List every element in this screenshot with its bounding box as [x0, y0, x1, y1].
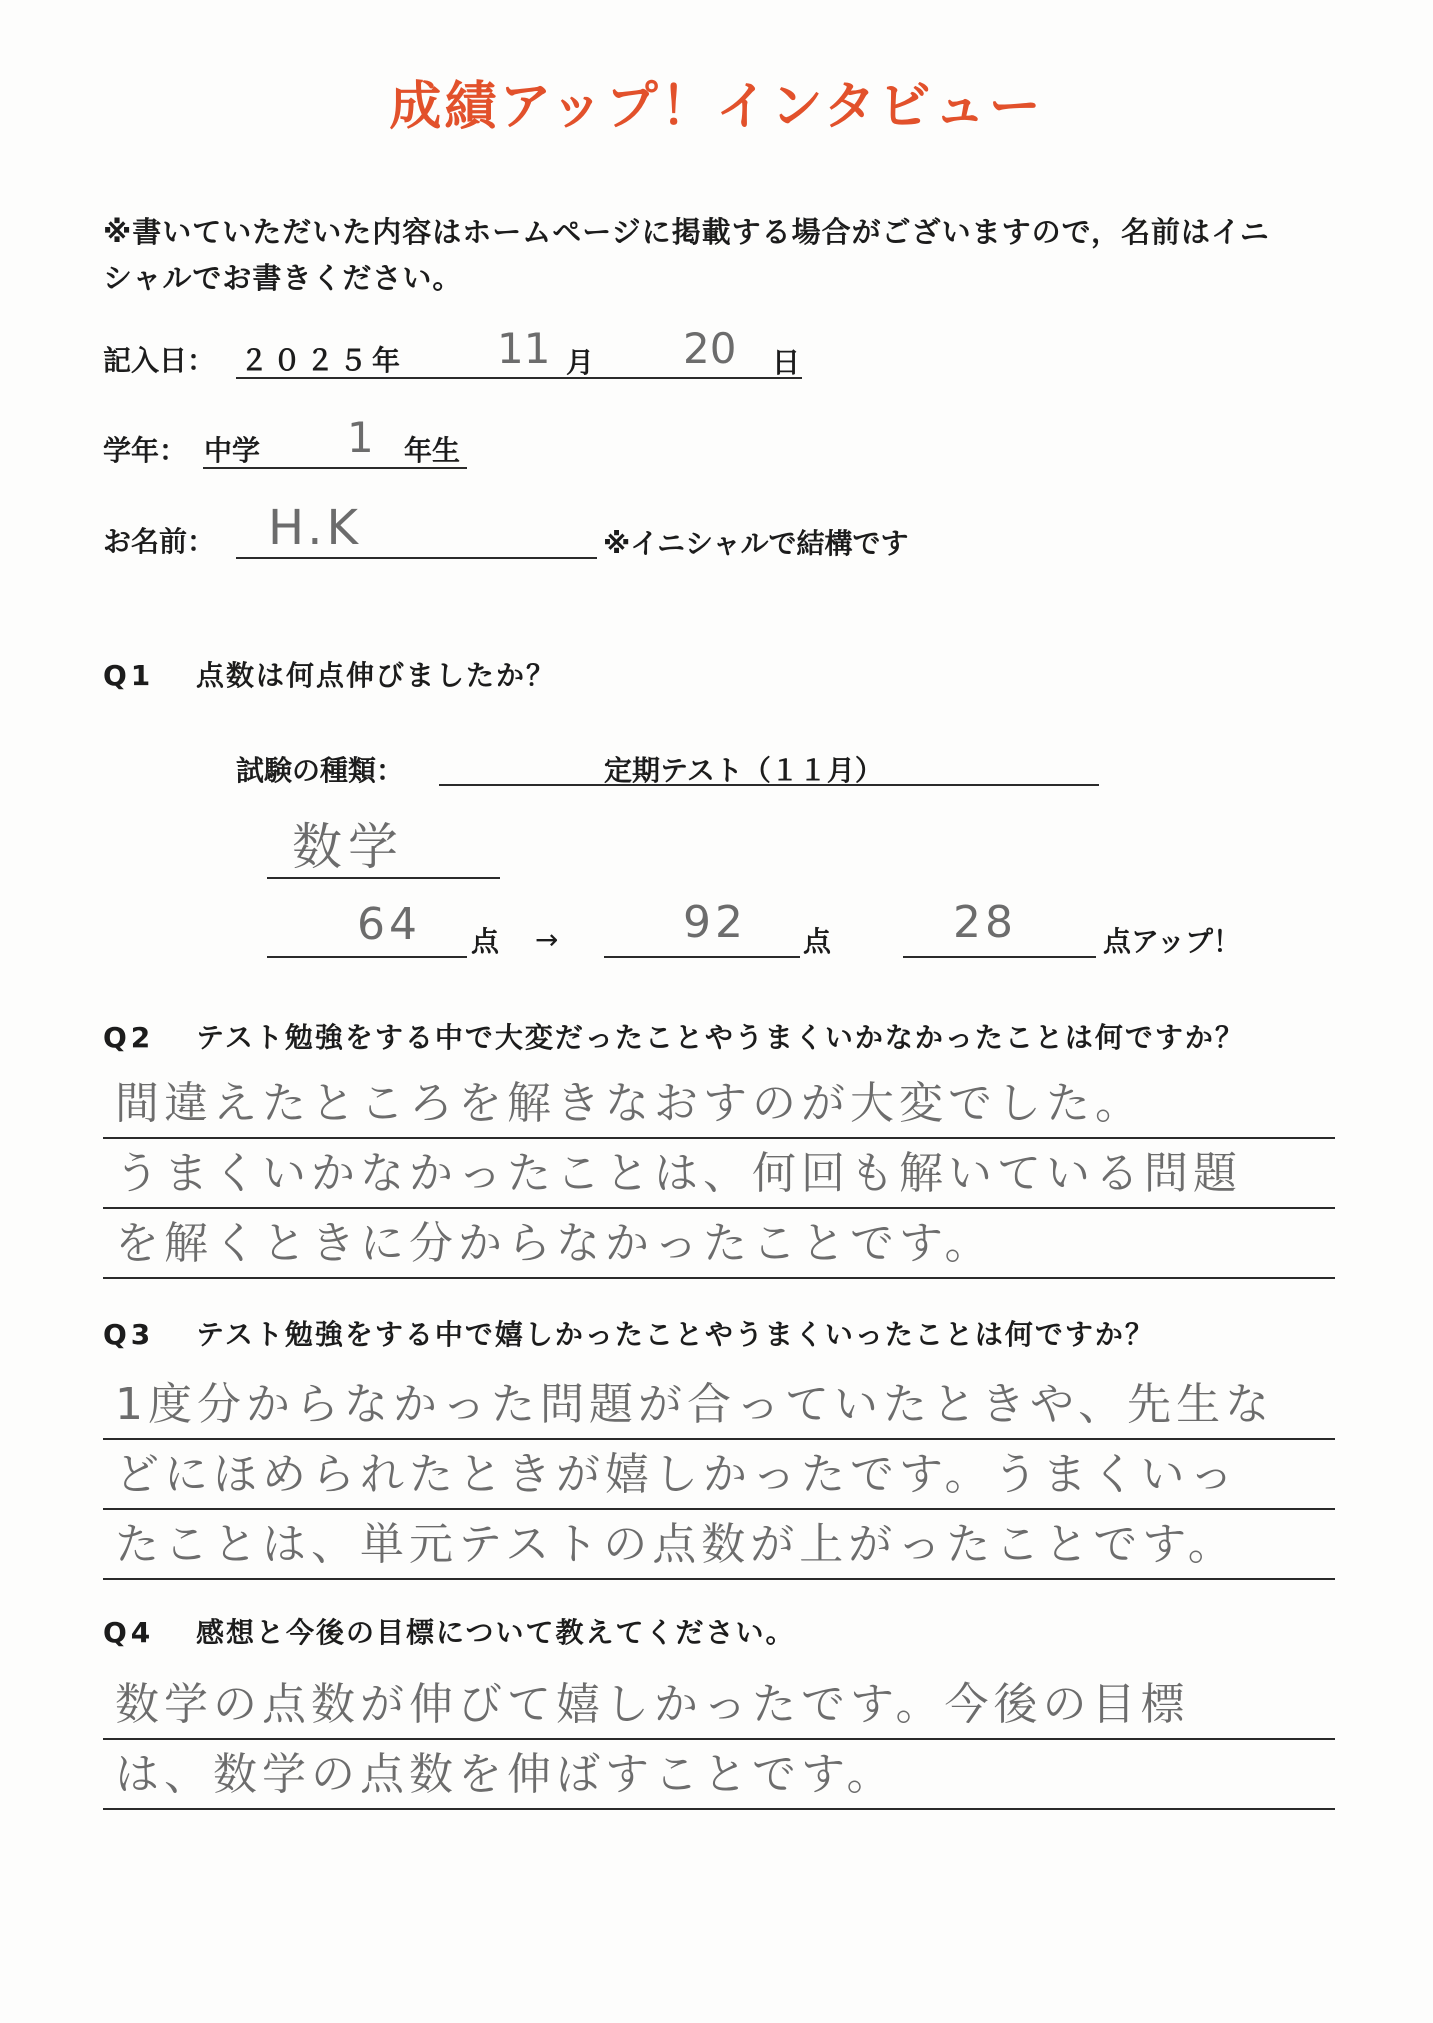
- exam-type-value: 定期テスト（１１月）: [604, 754, 883, 787]
- score-before-unit: 点: [471, 925, 500, 958]
- date-day-unit: 日: [772, 346, 801, 379]
- q4-number: Q4: [103, 1616, 155, 1649]
- exam-type-label: 試験の種類：: [236, 754, 405, 787]
- q3-answer: [103, 1370, 1335, 1580]
- score-before-underline: [267, 956, 467, 958]
- score-after-value: 92: [683, 897, 747, 948]
- answer-line: [103, 1139, 1335, 1209]
- q4-question: 感想と今後の目標について教えてください。: [196, 1616, 796, 1649]
- score-after-unit: 点: [803, 925, 832, 958]
- date-year: ２０２５年: [240, 344, 406, 377]
- date-month-value: 11: [497, 324, 551, 373]
- grade-value: 1: [347, 413, 374, 462]
- name-value: H.K: [268, 500, 362, 556]
- subject-underline: [267, 877, 500, 879]
- name-label: お名前：: [103, 525, 216, 558]
- answer-text: うまくいかなかったことは、何回も解いている問題: [115, 1148, 1242, 1199]
- score-after-underline: [604, 956, 800, 958]
- answer-line: [103, 1740, 1335, 1810]
- notice-line-1: ※書いていただいた内容はホームページに掲載する場合がございますので，名前はイニ: [103, 215, 1270, 249]
- answer-text: は、数学の点数を伸ばすことです。: [115, 1749, 896, 1800]
- q2-question: テスト勉強をする中で大変だったことやうまくいかなかったことは何ですか？: [196, 1021, 1245, 1054]
- score-increase-value: 28: [953, 897, 1017, 948]
- score-arrow: →: [535, 923, 559, 956]
- name-underline: [236, 557, 597, 559]
- answer-line: [103, 1370, 1335, 1440]
- date-day-value: 20: [683, 324, 737, 373]
- answer-line: [103, 1510, 1335, 1580]
- score-increase-unit: 点アップ！: [1103, 925, 1242, 958]
- date-label: 記入日：: [103, 344, 216, 377]
- score-increase-underline: [903, 956, 1096, 958]
- q3-number: Q3: [103, 1318, 155, 1351]
- q3-question: テスト勉強をする中で嬉しかったことやうまくいったことは何ですか？: [196, 1318, 1155, 1351]
- grade-suffix: 年生: [404, 434, 461, 467]
- answer-line: [103, 1440, 1335, 1510]
- answer-text: を解くときに分からなかったことです。: [115, 1218, 994, 1269]
- grade-prefix: 中学: [204, 434, 261, 467]
- answer-text: 数学の点数が伸びて嬉しかったです。今後の目標: [115, 1679, 1190, 1730]
- q1-question: 点数は何点伸びましたか？: [196, 659, 557, 692]
- answer-text: 間違えたところを解きなおすのが大変でした。: [115, 1078, 1144, 1129]
- answer-line: [103, 1670, 1335, 1740]
- name-note: ※イニシャルで結構です: [603, 527, 909, 560]
- grade-label: 学年：: [103, 434, 188, 467]
- q2-number: Q2: [103, 1021, 155, 1054]
- date-month-unit: 月: [566, 346, 595, 379]
- answer-line: [103, 1209, 1335, 1279]
- score-before-value: 64: [357, 899, 421, 950]
- subject-value: 数学: [292, 818, 404, 876]
- answer-text: どにほめられたときが嬉しかったです。うまくいっ: [115, 1449, 1239, 1500]
- answer-text: 1度分からなかった問題が合っていたときや、先生な: [115, 1379, 1275, 1430]
- q1-number: Q1: [103, 659, 155, 692]
- form-title: 成績アップ！インタビュー: [389, 77, 1044, 137]
- notice-line-2: シャルでお書きください。: [103, 261, 463, 295]
- answer-line: [103, 1069, 1335, 1139]
- answer-text: たことは、単元テストの点数が上がったことです。: [115, 1519, 1237, 1570]
- q2-answer: [103, 1069, 1335, 1279]
- q4-answer: [103, 1670, 1335, 1810]
